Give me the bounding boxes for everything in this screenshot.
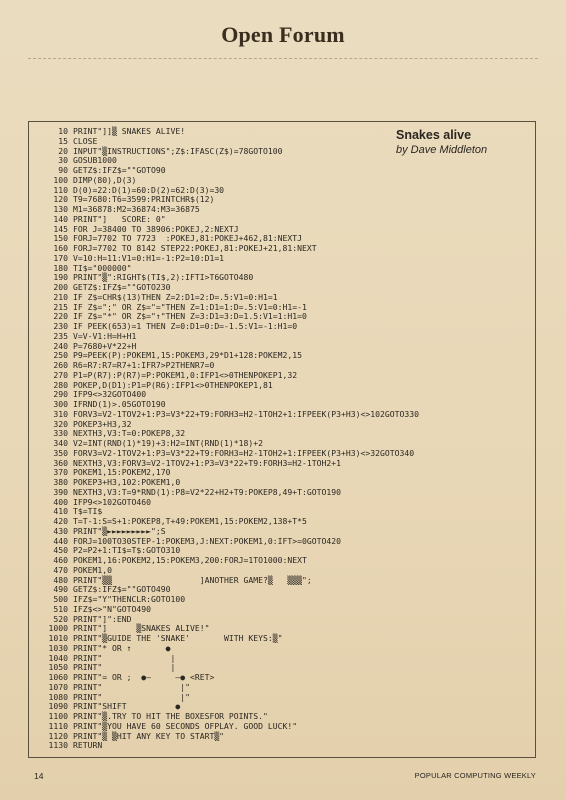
line-number: 100	[53, 174, 68, 185]
line-code: PRINT" |	[73, 662, 176, 673]
line-number: 1100	[48, 711, 68, 721]
line-number: 170	[53, 252, 68, 263]
line-code: PRINT"▒ ▒HIT ANY KEY TO START▒"	[73, 730, 225, 741]
line-code: NEXTH3,V3:FORV3=V2-1TOV2+1:P3=V3*22+T9:FORH3=H2-1TOH2+1	[73, 457, 342, 468]
line-number: 20	[58, 145, 68, 156]
line-code: IF Z$=CHR$(13)THEN Z=2:D1=2:D=.5:V1=0:H1=1	[73, 291, 278, 302]
line-code: INPUT"▒INSTRUCTIONS";Z$:IFASC(Z$)=78GOTO100	[73, 145, 283, 156]
line-number: 1070	[48, 681, 68, 692]
line-number: 1060	[48, 672, 68, 682]
line-number: 1000	[48, 623, 68, 634]
line-number: 130	[53, 204, 68, 214]
line-code: GETZ$:IFZ$=""GOTO490	[73, 584, 171, 595]
line-number: 480	[53, 574, 68, 585]
article-title: Snakes alive	[396, 128, 472, 142]
line-number: 280	[53, 379, 68, 390]
line-code: PRINT"▒▒ ]ANOTHER GAME?▒ ▒▒▒";	[73, 574, 312, 585]
line-number: 145	[53, 223, 68, 234]
line-code: PRINT"] ▒SNAKES ALIVE!"	[73, 623, 210, 634]
line-number: 120	[53, 194, 68, 205]
line-code: RETURN	[73, 740, 103, 751]
line-code: FORJ=7702 TO 8142 STEP22:POKEJ,81:POKEJ+21,81:NEXT	[73, 243, 317, 253]
line-number: 470	[53, 564, 68, 575]
line-code: P=7680+V*22+H	[73, 340, 137, 351]
line-number: 320	[53, 418, 68, 429]
line-number: 220	[53, 311, 68, 322]
line-code: PRINT"▒►►►►►►►►►";S	[73, 525, 166, 536]
line-number: 1040	[48, 652, 68, 663]
line-number: 1080	[48, 691, 68, 702]
line-number: 490	[53, 584, 68, 595]
line-code: M1=36878:M2=36874:M3=36875	[73, 204, 200, 214]
line-code: V=V-V1:H=H+H1	[73, 330, 137, 341]
line-number: 370	[53, 467, 68, 478]
code-line	[46, 127, 406, 137]
line-number: 15	[58, 135, 68, 146]
line-number: 430	[53, 525, 68, 536]
line-number: 380	[53, 477, 68, 487]
line-code: FOR J=38400 TO 38906:POKEJ,2:NEXTJ	[73, 223, 239, 234]
line-code: DIMP(80),D(3)	[73, 174, 137, 185]
line-number: 500	[53, 594, 68, 604]
program-listing	[46, 126, 419, 751]
line-code: P9=PEEK(P):POKEM1,15:POKEM3,29*D1+128:POKEM2,15	[73, 350, 303, 361]
line-code: T$=TI$	[73, 506, 103, 517]
line-number: 1130	[48, 740, 68, 751]
line-number: 250	[53, 350, 68, 361]
line-number: 90	[58, 165, 68, 175]
line-number: 420	[53, 516, 68, 526]
line-code: FORJ=7702 TO 7723 :POKEJ,81:POKEJ+462,81:NEXTJ	[73, 233, 303, 244]
section-header	[0, 22, 566, 48]
line-code: P2=P2+1:TI$=T$:GOTO310	[73, 545, 181, 556]
line-code: PRINT"▒":RIGHT$(TI$,2):IFTI>T6GOTO480	[73, 272, 254, 283]
line-number: 440	[53, 535, 68, 546]
line-code: IF PEEK(653)=1 THEN Z=0:D1=0:D=-1.5:V1=-1:H1=0	[73, 321, 298, 331]
line-number: 1010	[48, 633, 68, 643]
line-number: 300	[53, 399, 68, 409]
line-code: FORV3=V2-1TOV2+1:P3=V3*22+T9:FORH3=H2-1TOH2+1:IFPEEK(P3+H3)<>32GOTO340	[73, 447, 415, 458]
line-code: IFRND(1)>.05GOTO190	[73, 399, 166, 409]
line-number: 1120	[48, 730, 68, 741]
line-code: IF Z$=";" OR Z$="="THEN Z=1:D1=1:D=.5:V1=0:H1=-1	[73, 301, 307, 312]
line-code: PRINT"▒YOU HAVE 60 SECONDS OFPLAY. GOOD LUCK!"	[73, 720, 298, 731]
line-code: V2=INT(RND(1)*19)+3:H2=INT(RND(1)*18)+2	[73, 438, 264, 448]
line-code: GETZ$:IFZ$=""GOTO90	[73, 165, 166, 175]
line-code: GOSUB1000	[73, 155, 117, 166]
line-number: 180	[53, 262, 68, 273]
line-number: 200	[53, 282, 68, 292]
line-number: 330	[53, 428, 68, 439]
line-number: 210	[53, 291, 68, 302]
line-code: IF Z$="*" OR Z$="↑"THEN Z=3:D1=3:D=1.5:V1=1:H1=0	[73, 311, 307, 322]
line-code: PRINT"SHIFT ●	[73, 701, 181, 712]
header-divider	[28, 58, 538, 59]
line-number: 1030	[48, 642, 68, 653]
code-line	[46, 741, 406, 751]
line-code: IFZ$="Y"THENCLR:GOTO100	[73, 594, 186, 604]
line-number: 510	[53, 603, 68, 614]
line-number: 390	[53, 486, 68, 497]
line-code: POKEP,D(D1):P1=P(R6):IFP1<>0THENPOKEP1,81	[73, 379, 273, 390]
line-code: TI$="000000"	[73, 262, 132, 273]
line-code: POKEP3+H3,32	[73, 418, 132, 429]
line-number: 235	[53, 330, 68, 341]
line-number: 260	[53, 360, 68, 370]
line-number: 270	[53, 369, 68, 380]
line-code: PRINT"= OR ; ●— —● <RET>	[73, 672, 215, 682]
line-number: 215	[53, 301, 68, 312]
line-code: NEXTH3,V3:T=9*RND(1):P8=V2*22+H2+T9:POKEP8,49+T:GOTO190	[73, 486, 342, 497]
line-code: PRINT"▒.TRY TO HIT THE BOXESFOR POINTS."	[73, 711, 268, 721]
line-code: IFP9<>102GOTO460	[73, 496, 151, 507]
line-code: FORV3=V2-1TOV2+1:P3=V3*22+T9:FORH3=H2-1TOH2+1:IFPEEK(P3+H3)<>102GOTO330	[73, 408, 419, 419]
line-code: POKEP3+H3,102:POKEM1,0	[73, 477, 181, 487]
line-number: 240	[53, 340, 68, 351]
line-number: 340	[53, 438, 68, 448]
line-number: 350	[53, 447, 68, 458]
line-number: 450	[53, 545, 68, 556]
page-number: 14	[34, 771, 44, 781]
line-number: 460	[53, 555, 68, 565]
line-code: PRINT"▒GUIDE THE 'SNAKE' WITH KEYS:▒"	[73, 633, 283, 643]
line-number: 1090	[48, 701, 68, 712]
line-code: V=10:H=11:V1=0:H1=-1:P2=10:D1=1	[73, 252, 225, 263]
line-code: NEXTH3,V3:T=0:POKEP8,32	[73, 428, 186, 439]
line-number: 140	[53, 213, 68, 224]
line-number: 1050	[48, 662, 68, 673]
line-code: PRINT" |"	[73, 691, 190, 702]
line-number: 30	[58, 155, 68, 166]
line-code: PRINT" |"	[73, 681, 190, 692]
line-code: GETZ$:IFZ$=""GOTO230	[73, 282, 171, 292]
magazine-name: POPULAR COMPUTING WEEKLY	[414, 771, 536, 780]
article-byline: by Dave Middleton	[396, 144, 488, 156]
line-code: T9=7680:T6=3599:PRINTCHR$(12)	[73, 194, 215, 205]
line-number: 290	[53, 389, 68, 400]
line-number: 110	[53, 184, 68, 195]
line-code: PRINT"* OR ↑ ●	[73, 642, 171, 653]
line-number: 310	[53, 408, 68, 419]
line-code: POKEM1,16:POKEM2,15:POKEM3,200:FORJ=1TO1000:NEXT	[73, 555, 307, 565]
line-code: PRINT"]]▒ SNAKES ALIVE!	[73, 126, 186, 136]
line-code: P1=P(R7):P(R7)=P:POKEM1,0:IFP1<>0THENPOKEP1,32	[73, 369, 298, 380]
line-code: FORJ=100TO30STEP-1:POKEM3,J:NEXT:POKEM1,0:IFT>=0GOTO420	[73, 535, 342, 546]
section-title: Open Forum	[221, 22, 345, 47]
line-code: R6=R7:R7=R7+1:IFR7>P2THENR7=0	[73, 360, 215, 370]
line-code: T=T-1:S=S+1:POKEP8,T+49:POKEM1,15:POKEM2,138+T*5	[73, 516, 307, 526]
line-number: 520	[53, 613, 68, 624]
line-number: 360	[53, 457, 68, 468]
line-code: IFZ$<>"N"GOTO490	[73, 603, 151, 614]
line-number: 190	[53, 272, 68, 283]
line-number: 230	[53, 321, 68, 331]
line-code: POKEM1,0	[73, 564, 112, 575]
line-number: 150	[53, 233, 68, 244]
line-code: PRINT" |	[73, 652, 176, 663]
line-code: PRINT"] SCORE: 0"	[73, 213, 166, 224]
line-number: 160	[53, 243, 68, 253]
line-number: 400	[53, 496, 68, 507]
line-number: 10	[58, 126, 68, 136]
line-number: 410	[53, 506, 68, 517]
line-number: 1110	[48, 720, 68, 731]
line-code: POKEM1,15:POKEM2,170	[73, 467, 171, 478]
line-code: IFP9<>32GOTO400	[73, 389, 147, 400]
line-code: PRINT"]":END	[73, 613, 132, 624]
line-code: D(0)=22:D(1)=60:D(2)=62:D(3)=30	[73, 184, 225, 195]
line-code: CLOSE	[73, 135, 98, 146]
